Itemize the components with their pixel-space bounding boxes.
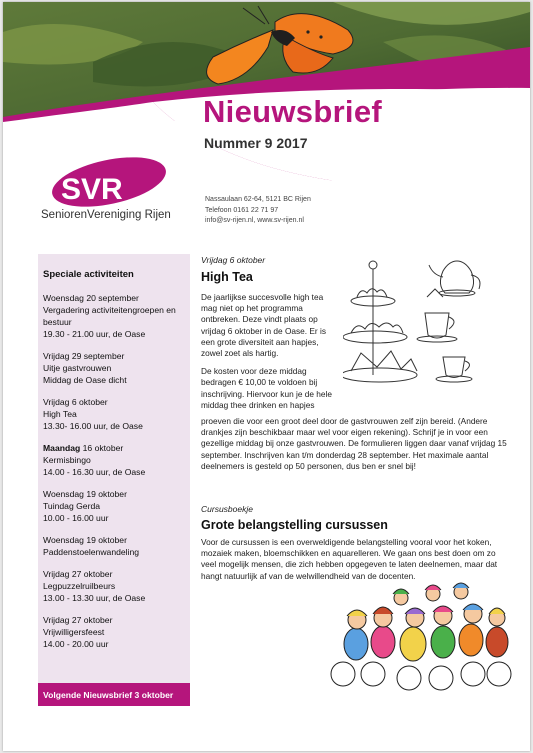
text-line: middag thee drinken en hapjes xyxy=(201,399,315,410)
article-heading: High Tea xyxy=(201,270,253,284)
email-web-line: info@sv-rijen.nl, www.sv-rijen.nl xyxy=(205,217,304,224)
activity-time: Middag de Oase dicht xyxy=(43,375,127,385)
text-line: De kosten voor deze middag xyxy=(201,366,307,377)
activity-date: Woensdag 19 oktober xyxy=(43,489,127,499)
activity-weekday: Maandag xyxy=(43,443,81,453)
activity-item xyxy=(43,534,189,558)
activity-time: 10.00 - 16.00 uur xyxy=(43,513,109,523)
newsletter-page xyxy=(3,2,530,751)
article-text: Voor de cursussen is een overweldigende belangstelling vooral voor het koken, mozaiek maken, bloemschikken en aquarelleren. We gaan ons best doen om zo veel mogelijk mensen, die zich hebben opgegeven te laten deelnemen, maar dat hangt natuurlijk af van de welwillendheid van de docenten. xyxy=(201,537,498,581)
text-line: bedragen € 10,00 te voldoen bij xyxy=(201,377,318,388)
activity-title: Kermisbingo xyxy=(43,455,91,465)
text-line: ontbreken. Deze vindt plaats op xyxy=(201,314,318,325)
activity-date: Vrijdag 29 september xyxy=(43,351,125,361)
activity-title: Vrijwilligersfeest xyxy=(43,627,105,637)
text-line: vrijdag 6 oktober in de Oase. Er is xyxy=(201,325,326,336)
cyclists-cartoon xyxy=(321,582,513,694)
contact-address xyxy=(205,195,311,227)
newsletter-title: Nieuwsbrief xyxy=(203,94,383,129)
phone-line: Telefoon 0161 22 71 97 xyxy=(205,206,279,214)
article-kicker: Vrijdag 6 oktober xyxy=(201,255,266,265)
sidebar-title: Speciale activiteiten xyxy=(43,269,134,280)
activity-title: Legpuzzelruilbeurs xyxy=(43,581,116,591)
activity-item xyxy=(43,614,189,650)
activity-item xyxy=(43,442,189,478)
article-text-narrow xyxy=(201,292,351,411)
text-line: mag niet op het programma xyxy=(201,303,303,314)
activity-date: Vrijdag 27 oktober xyxy=(43,615,113,625)
text-line: zowel zoet als hartig. xyxy=(201,348,279,359)
activity-time: 19.30 - 21.00 uur, de Oase xyxy=(43,329,146,339)
activity-time: 14.00 - 16.30 uur, de Oase xyxy=(43,467,146,477)
activity-time: 13.00 - 13.30 uur, de Oase xyxy=(43,593,146,603)
text-line: inschrijving. Hiervoor kun je de hele xyxy=(201,388,332,399)
activity-time: 14.00 - 20.00 uur xyxy=(43,639,109,649)
issue-number: Nummer 9 2017 xyxy=(204,135,308,151)
activity-date: Vrijdag 6 oktober xyxy=(43,397,108,407)
article-heading: Grote belangstelling cursussen xyxy=(201,518,388,532)
text-line: een grote diversiteit aan hapjes, xyxy=(201,336,319,347)
activity-item xyxy=(43,396,189,432)
text-line: De jaarlijkse succesvolle high tea xyxy=(201,292,324,302)
activities-list xyxy=(43,292,189,660)
activity-item xyxy=(43,488,189,524)
svg-text:SVR: SVR xyxy=(61,173,123,206)
activity-item xyxy=(43,568,189,604)
activity-day: 16 oktober xyxy=(80,443,124,453)
logo-subtitle: SeniorenVereniging Rijen xyxy=(41,209,171,221)
activity-date xyxy=(43,442,189,454)
activity-title: Tuindag Gerda xyxy=(43,501,101,511)
next-newsletter-text: Volgende Nieuwsbrief 3 oktober xyxy=(43,690,174,700)
address-line: Nassaulaan 62-64, 5121 BC Rijen xyxy=(205,196,311,203)
activity-title: High Tea xyxy=(43,409,77,419)
activity-title: Paddenstoelenwandeling xyxy=(43,547,140,557)
activity-date: Woensdag 19 oktober xyxy=(43,535,127,545)
activity-date: Woensdag 20 september xyxy=(43,293,139,303)
next-newsletter-banner xyxy=(38,683,190,706)
activity-date: Vrijdag 27 oktober xyxy=(43,569,113,579)
activity-title: Uitje gastvrouwen xyxy=(43,363,112,373)
activity-time: 13.30- 16.00 uur, de Oase xyxy=(43,421,143,431)
activity-title: Vergadering activiteitengroepen en bestuur xyxy=(43,305,176,327)
activity-item xyxy=(43,350,189,386)
activity-item xyxy=(43,292,189,340)
high-tea-illustration xyxy=(343,257,513,399)
article-text-wide: proeven die voor een groot deel door de gastvrouwen zelf zijn bereid. (Andere drankjes zijn beschikbaar maar wel voor eigen rekening). Schrijf je in voor een gezellige middag bij onze gastvrouwen. De formulieren liggen daar vanaf vrijdag 15 september. Inschrijven kan t/m donderdag 28 september. Het maximale aantal deelnemers is gesteld op 50 personen, dus ben er snel bij! xyxy=(201,416,507,471)
svr-logo xyxy=(39,152,179,234)
article-kicker: Cursusboekje xyxy=(201,504,253,514)
